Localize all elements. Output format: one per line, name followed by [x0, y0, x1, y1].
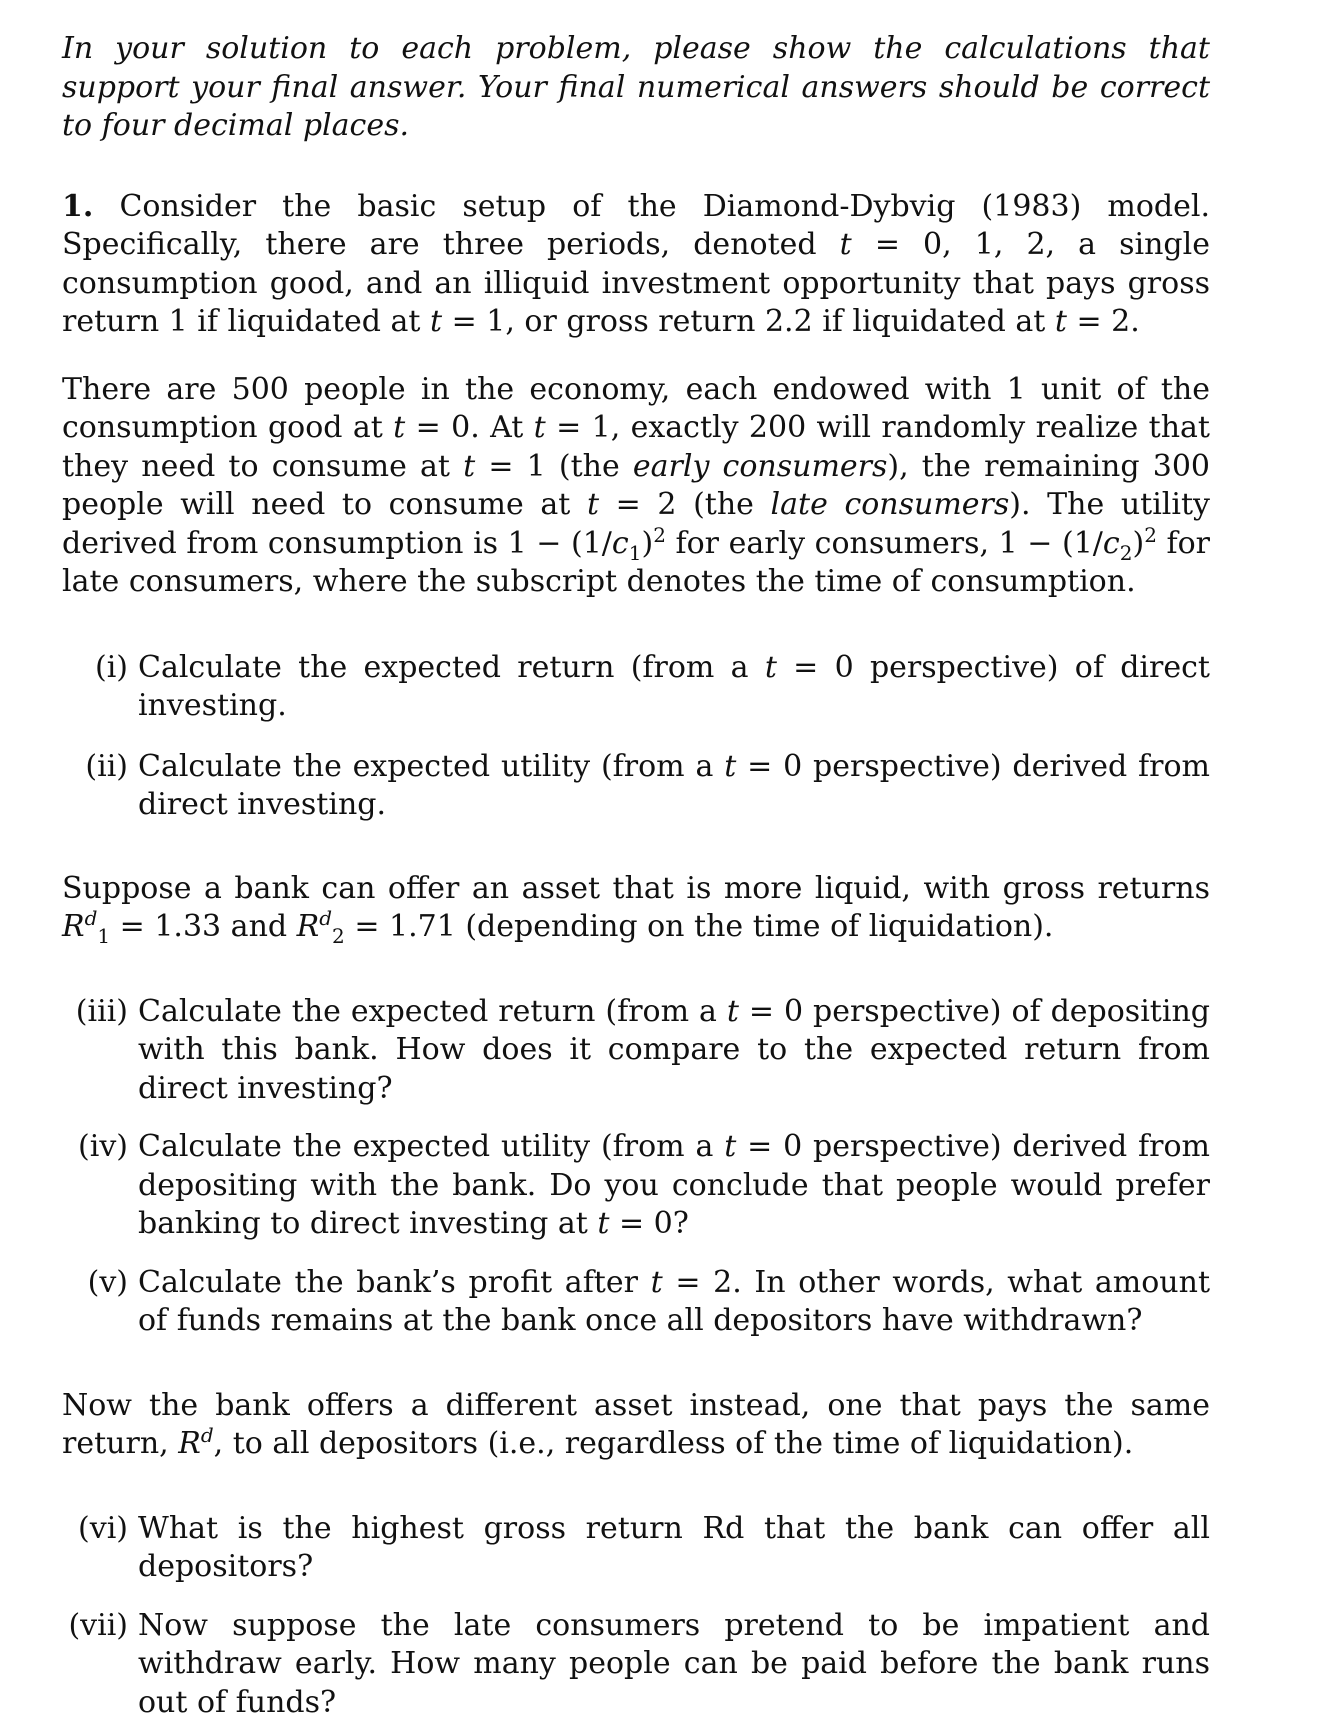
document-page [62, 30, 1210, 1722]
question-i: (i) Calculate the expected return (from a t = 0 perspective) of direct investing. [62, 649, 1210, 726]
problem-setup-paragraph: 1. Consider the basic setup of the Diamond-Dybvig (1983) model. Specifically, there are three periods, denoted t = 0, 1, 2, a single consumption good, and an illiquid investment opportunity that pays gross return 1 if liquidated at t = 1, or gross return 2.2 if liquidated at t = 2. [62, 188, 1210, 342]
question-label: (vi) [62, 1510, 128, 1549]
question-ii: (ii) Calculate the expected utility (from a t = 0 perspective) derived from direct investing. [62, 748, 1210, 825]
bank-asset-paragraph: Suppose a bank can offer an asset that is more liquid, with gross returns $R^d_1 = 1.33$ and $R^d_2 = 1.71$ (depending on the time of liquidation). [62, 870, 1210, 947]
question-label: (vii) [62, 1607, 128, 1646]
question-label: (ii) [62, 748, 128, 787]
question-label: (i) [62, 649, 128, 688]
question-iii: (iii) Calculate the expected return (from a t = 0 perspective) of depositing with this bank. How does it compare to the expected return from direct investing? [62, 993, 1210, 1109]
late-consumers-term: late consumers [771, 487, 1010, 522]
uniform-return-paragraph: Now the bank offers a different asset instead, one that pays the same return, $R^d$, to all depositors (i.e., regardless of the time of liquidation). [62, 1387, 1210, 1464]
question-label: (iv) [62, 1128, 128, 1167]
problem-number: 1. [62, 189, 93, 224]
early-consumers-term: early consumers [633, 449, 888, 484]
instructions-paragraph: In your solution to each problem, please show the calculations that support your final answer. Your final numerical answers should be correct to four decimal places. [62, 30, 1210, 146]
question-label: (iii) [62, 993, 128, 1032]
question-vii: (vii) Now suppose the late consumers pretend to be impatient and withdraw early. How many people can be paid before the bank runs out of funds? [62, 1607, 1210, 1722]
question-label: (v) [62, 1264, 128, 1303]
question-v: (v) Calculate the bank’s profit after t = 2. In other words, what amount of funds remains at the bank once all depositors have withdrawn? [62, 1264, 1210, 1341]
question-iv: (iv) Calculate the expected utility (from a t = 0 perspective) derived from depositing with the bank. Do you conclude that people would prefer banking to direct investing at t = 0? [62, 1128, 1210, 1244]
population-paragraph: There are 500 people in the economy, each endowed with 1 unit of the consumption good at t = 0. At t = 1, exactly 200 will randomly realize that they need to consume at t = 1 (the early consumers), the remaining 300 people will need to consume at t = 2 (the late consumers). The utility derived from consumption is $1 - (1/c_1)^2$ for early consumers, $1 - (1/c_2)^2$ for late consumers, where the subscript denotes the time of consumption. [62, 371, 1210, 602]
question-vi: (vi) What is the highest gross return Rd that the bank can offer all depositors? [62, 1510, 1210, 1587]
